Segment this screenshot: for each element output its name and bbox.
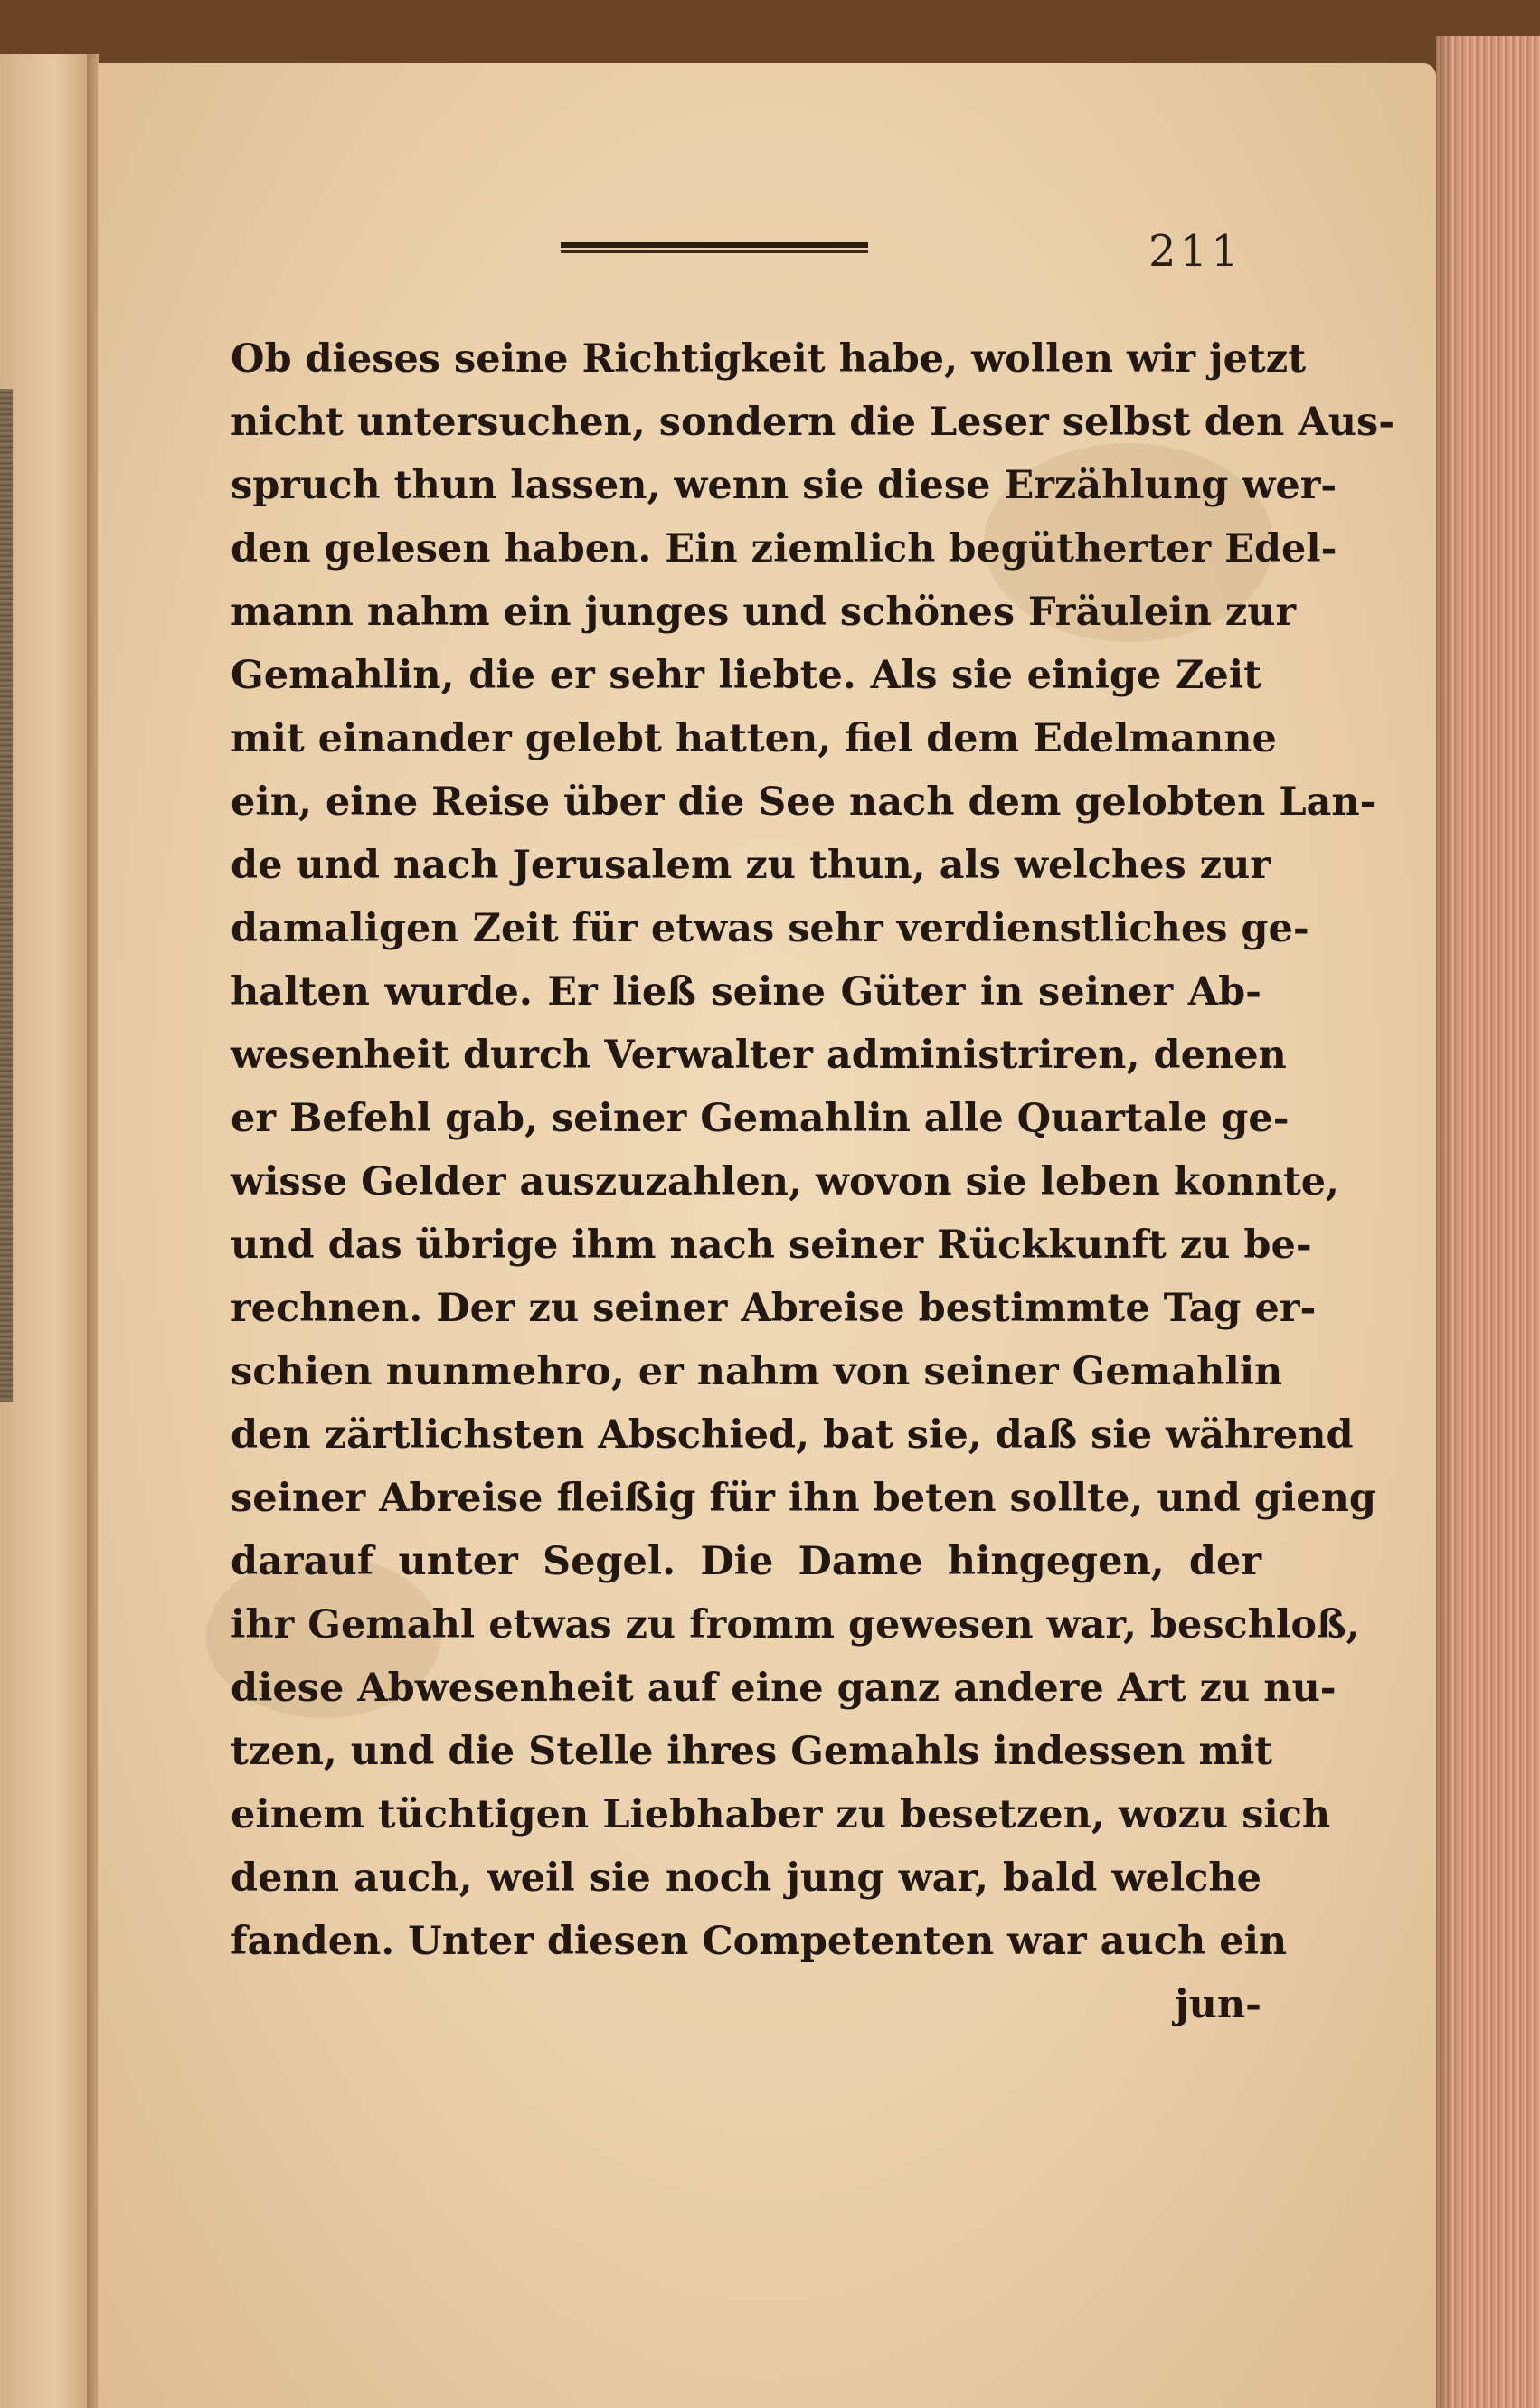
text-line: tzen, und die Stelle ihres Gemahls indessen mit bbox=[231, 1729, 1273, 1774]
text-line: wisse Gelder auszuzahlen, wovon sie leben konnte, bbox=[231, 1159, 1340, 1204]
fore-edge-shadow bbox=[1436, 36, 1454, 2408]
text-line: darauf unter Segel. Die Dame hingegen, der bbox=[231, 1539, 1261, 1584]
text-line: seiner Abreise fleißig für ihn beten sollte, und gieng bbox=[231, 1476, 1376, 1521]
text-line: fanden. Unter diesen Competenten war auch ein bbox=[231, 1919, 1288, 1964]
text-line: damaligen Zeit für etwas sehr verdienstliches ge- bbox=[231, 906, 1309, 951]
text-line: Gemahlin, die er sehr liebte. Als sie einige Zeit bbox=[231, 653, 1261, 698]
text-line: halten wurde. Er ließ seine Güter in seiner Ab- bbox=[231, 969, 1261, 1015]
text-line: spruch thun lassen, wenn sie diese Erzählung wer- bbox=[231, 463, 1337, 508]
left-page-edge bbox=[0, 54, 90, 2408]
text-line: de und nach Jerusalem zu thun, als welches zur bbox=[231, 843, 1271, 888]
text-line: und das übrige ihm nach seiner Rückkunft zu be- bbox=[231, 1223, 1312, 1268]
catchword: jun- bbox=[1175, 1982, 1261, 2027]
text-line: schien nunmehro, er nahm von seiner Gemahlin bbox=[231, 1349, 1283, 1394]
text-line: nicht untersuchen, sondern die Leser selbst den Aus- bbox=[231, 400, 1395, 445]
text-line: einem tüchtigen Liebhaber zu besetzen, wozu sich bbox=[231, 1792, 1331, 1837]
text-line: ihr Gemahl etwas zu fromm gewesen war, beschloß, bbox=[231, 1602, 1360, 1648]
body-text bbox=[231, 327, 1395, 2036]
text-line: wesenheit durch Verwalter administriren, denen bbox=[231, 1033, 1287, 1078]
text-line: er Befehl gab, seiner Gemahlin alle Quartale ge- bbox=[231, 1096, 1290, 1141]
text-line: den gelesen haben. Ein ziemlich begütherter Edel- bbox=[231, 526, 1337, 571]
text-line: diese Abwesenheit auf eine ganz andere Art zu nu- bbox=[231, 1666, 1337, 1711]
text-line: rechnen. Der zu seiner Abreise bestimmte Tag er- bbox=[231, 1286, 1317, 1331]
text-line: den zärtlichsten Abschied, bat sie, daß sie während bbox=[231, 1412, 1354, 1458]
text-line: mit einander gelebt hatten, fiel dem Edelmanne bbox=[231, 716, 1277, 761]
text-line: denn auch, weil sie noch jung war, bald welche bbox=[231, 1856, 1261, 1901]
left-page-engraving-edge bbox=[0, 389, 13, 1402]
text-line: mann nahm ein junges und schönes Fräulein zur bbox=[231, 590, 1297, 635]
text-line: ein, eine Reise über die See nach dem gelobten Lan- bbox=[231, 779, 1376, 825]
text-line: Ob dieses seine Richtigkeit habe, wollen wir jetzt bbox=[231, 336, 1307, 382]
header-ornament-rule bbox=[561, 242, 868, 255]
page-number: 211 bbox=[1148, 226, 1242, 277]
